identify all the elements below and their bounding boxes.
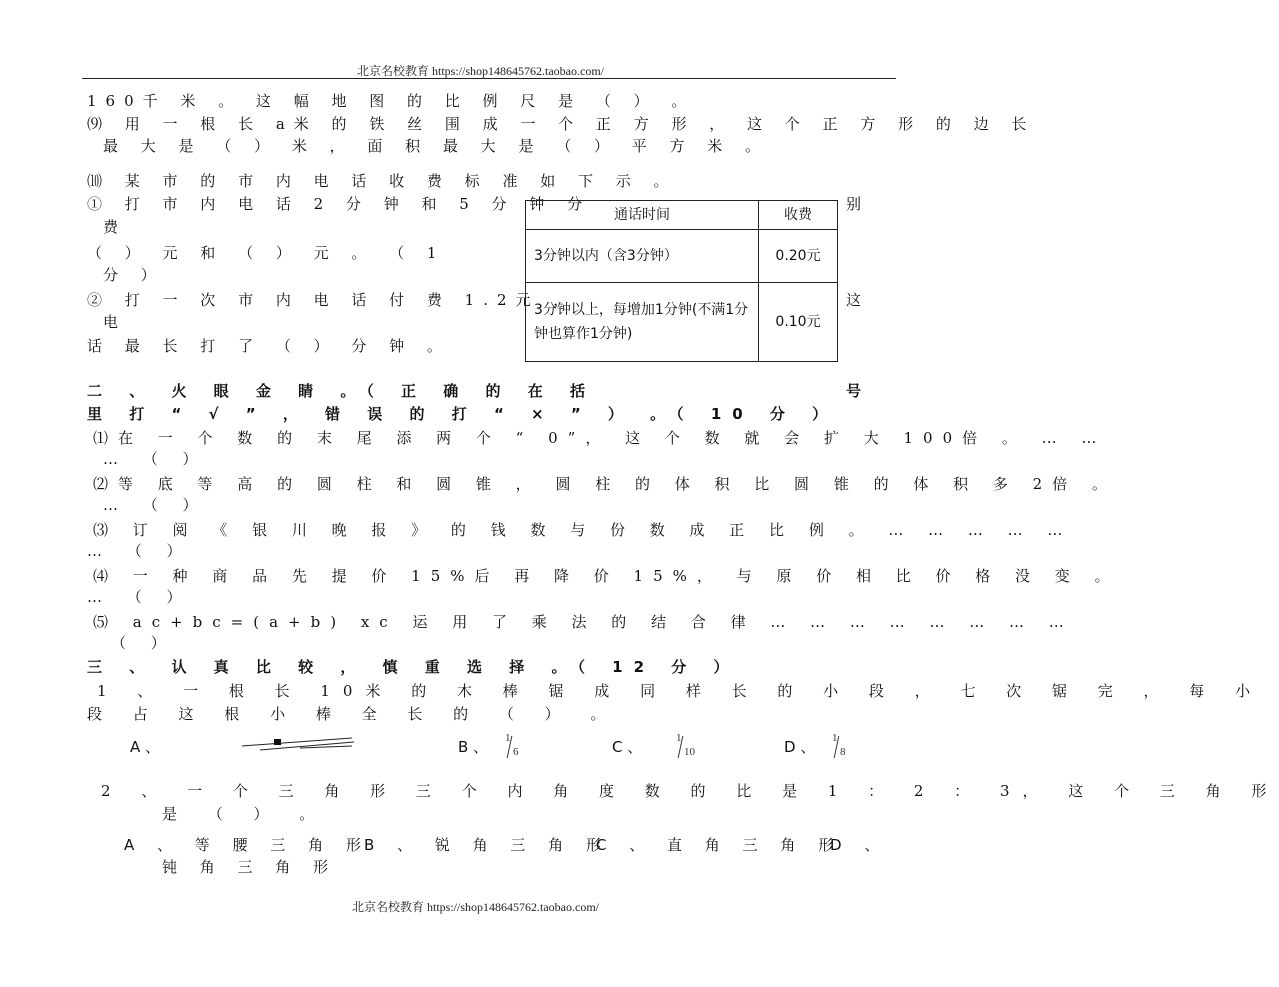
choice-question: 段 占 这 根 小 棒 全 长 的 （ ） 。 bbox=[87, 705, 619, 723]
fraction-numerator: 1 bbox=[832, 732, 838, 744]
text-line: 分 ） bbox=[103, 266, 165, 284]
table-cell: 3分钟以内（含3分钟） bbox=[526, 230, 759, 283]
section-title: 里 打 “ √ ” ， 错 误 的 打 “ × ” ） 。（ 10 分 ） bbox=[87, 405, 839, 423]
text-line: ② 打 一 次 市 内 电 话 付 费 1.2元 ， bbox=[87, 291, 578, 309]
text-line: ① 打 市 内 电 话 2 分 钟 和 5 分 钟 分 bbox=[87, 195, 592, 213]
table-row bbox=[526, 283, 838, 362]
judge-item: ⑴在 一 个 数 的 末 尾 添 两 个 “ 0”， 这 个 数 就 会 扩 大 100倍 。 … … bbox=[93, 429, 1107, 447]
table-cell: 0.20元 bbox=[759, 230, 838, 283]
text-line: （ ） 元 和 （ ） 元 。 （ 1 bbox=[87, 244, 446, 262]
fraction-numerator: 1 bbox=[676, 732, 682, 744]
section-title: 二 、 火 眼 金 睛 。（ 正 确 的 在 括 bbox=[87, 382, 596, 400]
fraction-option-c bbox=[676, 732, 696, 762]
option-b: B 、 锐 角 三 角 形 bbox=[364, 836, 610, 854]
option-d: D 、 bbox=[784, 738, 816, 756]
table-header: 通话时间 bbox=[526, 201, 759, 230]
fraction-numerator: 1 bbox=[505, 732, 511, 744]
text-line: 电 bbox=[103, 313, 128, 331]
choice-question: 2 、 一 个 三 角 形 三 个 内 角 度 数 的 比 是 1 ： 2 ： 3， 这 个 三 角 形 bbox=[101, 782, 1279, 800]
judge-item-answer: … （ ） bbox=[103, 450, 208, 468]
judge-item-answer: … （ ） bbox=[87, 542, 192, 560]
judge-item-answer: … （ ） bbox=[87, 588, 192, 606]
page-header: 北京名校教育 https://shop148645762.taobao.com/ bbox=[357, 64, 604, 78]
fraction-denominator: 8 bbox=[840, 746, 846, 758]
text-line: 费 bbox=[103, 218, 128, 236]
option-c: C 、 bbox=[612, 738, 643, 756]
section-title: 三 、 认 真 比 较 ， 慎 重 选 择 。（ 12 分 ） bbox=[87, 658, 740, 676]
fee-table bbox=[525, 200, 838, 362]
text-line: 这 bbox=[846, 291, 871, 309]
option-c: C 、 直 角 三 角 形 bbox=[596, 836, 843, 854]
judge-item: ⑷ 一 种 商 品 先 提 价 15%后 再 降 价 15%， 与 原 价 相 比 价 格 没 变 。 bbox=[93, 567, 1120, 585]
judge-item: ⑶ 订 阅 《 银 川 晚 报 》 的 钱 数 与 份 数 成 正 比 例 。 … … … … … bbox=[93, 521, 1073, 539]
text-line: 话 最 长 打 了 （ ） 分 钟 。 bbox=[87, 337, 451, 355]
option-b: B 、 bbox=[458, 738, 489, 756]
page-footer: 北京名校教育 https://shop148645762.taobao.com/ bbox=[352, 900, 599, 914]
table-cell: 0.10元 bbox=[759, 283, 838, 362]
option-a: A 、 等 腰 三 角 形 bbox=[124, 836, 370, 854]
fraction-denominator: 10 bbox=[684, 746, 695, 758]
choice-question: 是 （ ） 。 bbox=[162, 805, 328, 823]
choice-question: 1 、 一 根 长 10米 的 木 棒 锯 成 同 样 长 的 小 段 ， 七 次 锯 完 ， 每 小 bbox=[97, 682, 1264, 700]
text-line: ⑼ 用 一 根 长 a米 的 铁 丝 围 成 一 个 正 方 形 ， 这 个 正 方 形 的 边 长 bbox=[87, 115, 1036, 133]
judge-item: ⑸ ac+bc=(a+b) xc 运 用 了 乘 法 的 结 合 律 … … … … … … … … bbox=[93, 613, 1074, 631]
table-row bbox=[526, 230, 838, 283]
table-header-row bbox=[526, 201, 838, 230]
text-line: 160千 米 。 这 幅 地 图 的 比 例 尺 是 （ ） 。 bbox=[87, 92, 696, 110]
table-cell: 3分钟以上，每增加1分钟(不满1分钟也算作1分钟) bbox=[526, 283, 759, 362]
text-line: 别 bbox=[846, 195, 871, 213]
fraction-denominator: 6 bbox=[513, 746, 519, 758]
judge-item: ⑵等 底 等 高 的 圆 柱 和 圆 锥 ， 圆 柱 的 体 积 比 圆 锥 的 体 积 多 2倍 。 bbox=[93, 475, 1117, 493]
text-line: 最 大 是 （ ） 米 ， 面 积 最 大 是 （ ） 平 方 米 。 bbox=[103, 137, 770, 155]
broken-image-graphic bbox=[240, 732, 358, 756]
header-rule bbox=[82, 78, 896, 79]
judge-item-answer: （ ） bbox=[111, 634, 176, 652]
table-header: 收费 bbox=[759, 201, 838, 230]
option-d-continued: 钝 角 三 角 形 bbox=[162, 858, 338, 876]
text-line: ⑽ 某 市 的 市 内 电 话 收 费 标 准 如 下 示 。 bbox=[87, 172, 678, 190]
section-title: 号 bbox=[846, 382, 873, 400]
judge-item-answer: … （ ） bbox=[103, 496, 208, 514]
option-a: A 、 bbox=[130, 738, 161, 756]
fraction-option-b bbox=[505, 732, 525, 762]
fraction-option-d bbox=[832, 732, 852, 762]
option-d: D 、 bbox=[830, 836, 889, 854]
